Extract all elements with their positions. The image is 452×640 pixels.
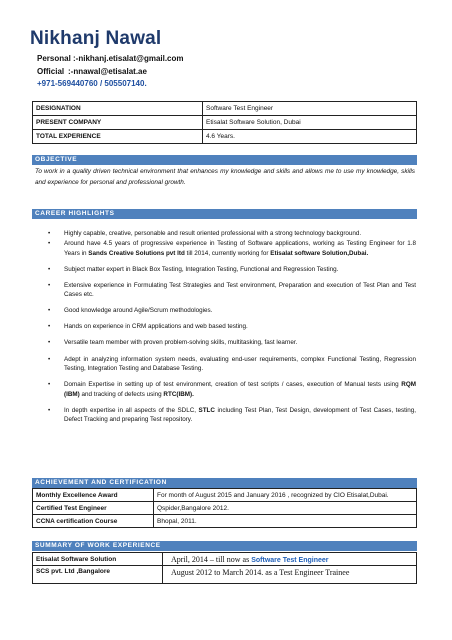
list-item: • Good knowledge around Agile/Scrum methodologies. [48,307,213,315]
list-item: • Adept in analyzing information system needs, evaluating end-user requirements, complex Functional Testing, Regression Testing, Integration Testing and Database Testing. [48,355,416,373]
objective-heading: OBJECTIVE [32,155,417,165]
list-item: • Extensive experience in Formulating Test Strategies and Test environment, Preparation and execution of Test Plan and Test Cases etc. [48,281,416,299]
work-experience-table [32,552,417,584]
table-row [33,489,417,502]
table-row [33,566,417,584]
personal-email-line [37,54,184,63]
bullet-icon: • [48,381,51,389]
info-label: DESIGNATION [33,102,203,116]
achievement-value: Bhopal, 2011. [154,515,417,528]
list-item: • Around have 4.5 years of progressive experience in Testing of Software applications, working as Testing Engineer for 1.8 Years in Sands Creative Solutions pvt ltd till 2014, currently working for Etisalat software Solution,Dubai. [48,240,416,257]
work-period: August 2012 to March 2014. as a Test Engineer Trainee [163,566,417,584]
table-row [33,553,417,566]
career-highlights-heading: CAREER HIGHLIGHTS [32,209,417,219]
list-item: • Domain Expertise in setting up of test environment, creation of test scripts / cases, execution of Manual tests using RQM (IBM) and tracking of defects using RTC(IBM). [48,381,416,398]
achievement-heading: ACHIEVEMENT AND CERTIFICATION [32,478,417,488]
official-email-label: Official [37,67,65,76]
info-label: PRESENT COMPANY [33,116,203,130]
info-value: Etisalat Software Solution, Dubai [203,116,417,130]
table-row [33,102,417,116]
list-item: • Subject matter expert in Black Box Testing, Integration Testing, Functional and Regression Testing. [48,265,339,273]
candidate-name: Nikhanj Nawal [30,28,162,49]
bullet-icon: • [48,339,51,347]
objective-text: To work in a quality driven technical environment that enhances my knowledge and skills and allows me to use my knowledge, skills and experience for personal and professional growth. [35,168,415,186]
career-highlights-list [36,229,416,431]
achievement-value: For month of August 2015 and January 2016 , recognized by CIO Etisalat,Dubai. [154,489,417,502]
official-email-line [37,67,147,76]
work-company: SCS pvt. Ltd ,Bangalore [33,566,163,584]
info-table [32,101,417,144]
phone-number: +971-569440760 / 505507140. [37,79,147,88]
bullet-icon: • [48,281,51,289]
info-value: Software Test Engineer [203,102,417,116]
achievement-label: CCNA certification Course [33,515,154,528]
bullet-icon: • [48,307,51,315]
bullet-icon: • [48,265,51,273]
achievement-value: Qspider,Bangalore 2012. [154,502,417,515]
work-role: Software Test Engineer [251,556,329,564]
achievement-label: Monthly Excellence Award [33,489,154,502]
list-item: • Hands on experience in CRM applications and web based testing. [48,323,248,331]
bullet-icon: • [48,323,51,331]
bullet-icon: • [48,230,51,237]
list-item: • In depth expertise in all aspects of the SDLC, STLC including Test Plan, Test Design, development of Test Cases, testing, Defect Tracking and preparing Test repository. [48,406,416,424]
list-item: • Highly capable, creative, personable and result oriented professional with a strong technology background. [48,230,362,237]
achievement-label: Certified Test Engineer [33,502,154,515]
work-period: April, 2014 – till now as Software Test Engineer [163,553,417,566]
table-row [33,130,417,144]
info-value: 4.6 Years. [203,130,417,144]
personal-email-label: Personal :- [37,54,79,63]
list-item: • Versatile team member with proven problem-solving skills, multitasking, fast learner. [48,339,298,347]
table-row [33,515,417,528]
info-label: TOTAL EXPERIENCE [33,130,203,144]
bullet-icon: • [48,355,51,363]
bullet-icon: • [48,406,51,414]
achievement-table [32,488,417,528]
table-row [33,116,417,130]
table-row [33,502,417,515]
work-experience-heading: SUMMARY OF WORK EXPERIENCE [32,541,417,551]
work-company: Etisalat Software Solution [33,553,163,566]
official-email: :-nnawal@etisalat.ae [68,67,147,76]
personal-email: nikhanj.etisalat@gmail.com [78,54,184,63]
bullet-icon: • [48,240,51,247]
